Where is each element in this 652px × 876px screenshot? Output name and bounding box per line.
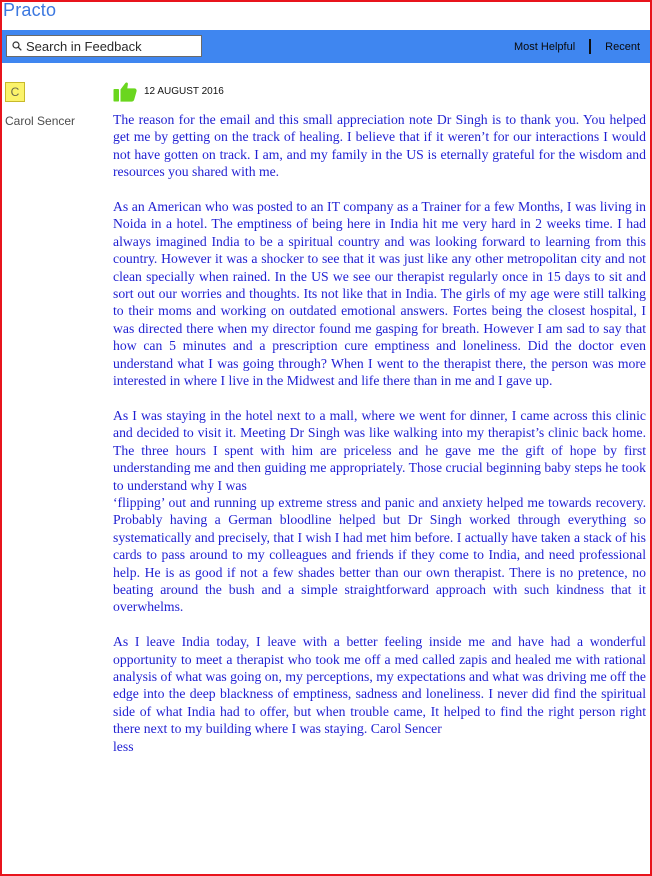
avatar: C (5, 82, 25, 102)
review-date: 12 AUGUST 2016 (144, 86, 224, 97)
review-paragraph: As I was staying in the hotel next to a mall, where we went for dinner, I came across this clinic and decided to visit it. Meeting Dr Singh was like walking into my therapist’s clinic back home. The three hours I spent with him are priceless and he gave me the gift of hope by first understanding me and then guiding me appropriately. Those crucial beginning baby steps he took to understand why I was (113, 407, 646, 493)
review-paragraph: The reason for the email and this small appreciation note Dr Singh is to thank you. You helped get me by getting on the track of healing. I believe that if it weren’t for our interactions I would not have gotten on track. I am, and my family in the US is eternally grateful for the wisdom and resources you shared with me. (113, 112, 646, 180)
less-link[interactable]: less (113, 738, 134, 754)
sort-divider (589, 39, 591, 54)
sort-most-helpful[interactable]: Most Helpful (514, 40, 576, 53)
search-input[interactable] (26, 39, 191, 54)
review-body (113, 111, 646, 755)
thumbs-up-icon[interactable] (113, 81, 137, 102)
search-icon (12, 41, 22, 51)
reviewer-name: Carol Sencer (5, 114, 76, 128)
review-paragraph: ‘flipping’ out and running up extreme stress and panic and anxiety helped me towards recovery. Probably having a German bloodline helped but Dr Singh worked through everything so systematically and precisely, that I wish I had met him before. I actually have taken a stack of his cards to pass around to my colleagues and friends if they come to India, and need professional help. He is as good if not a few shades better than our own therapist. There is no pretence, no beating around the bush and a simple straightforward approach with such kindness that it overwhelms. (113, 494, 646, 615)
review-paragraph: As I leave India today, I leave with a better feeling inside me and have had a wonderful opportunity to meet a therapist who took me off a med called zapis and healed me with rational analysis of what was going on, my perceptions, my expectations and what was driving me off the edge into the deep blackness of emptiness, sadness and loneliness. I never did find the spiritual side of what India had to offer, but when trouble came, It helped to find the right person right there next to my building where I was staying. Carol Sencer (113, 634, 646, 737)
search-box[interactable] (6, 35, 202, 57)
review-paragraph: As an American who was posted to an IT company as a Trainer for a few Months, I was living in Noida in a hotel. The emptiness of being here in India hit me very hard in 2 weeks time. I had always imagined India to be a spiritual country and was looking forward to learning from this country. However it was a shocker to see that it was just like any other metropolitan city and not clean specially when rained. In the US we see our therapist regularly once in 15 days to sit and sort out our worries and thoughts. Its not like that in India. The girls of my age were still talking to their moms and working on outdated emotional answers. Fortes being the closest hospital, I was directed there when my director found me gasping for breath. However I am sad to say that how can 5 minutes and a prescription cure emptiness and loneliness. Did the doctor even understand what I was going through? When I went to the therapist there, the person was more interested in where I live in the Midwest and life there than in me and I gave up. (113, 199, 646, 389)
sort-options (514, 30, 640, 63)
brand-logo[interactable]: Practo (3, 0, 57, 20)
sort-recent[interactable]: Recent (605, 40, 640, 53)
feedback-toolbar (2, 30, 650, 63)
